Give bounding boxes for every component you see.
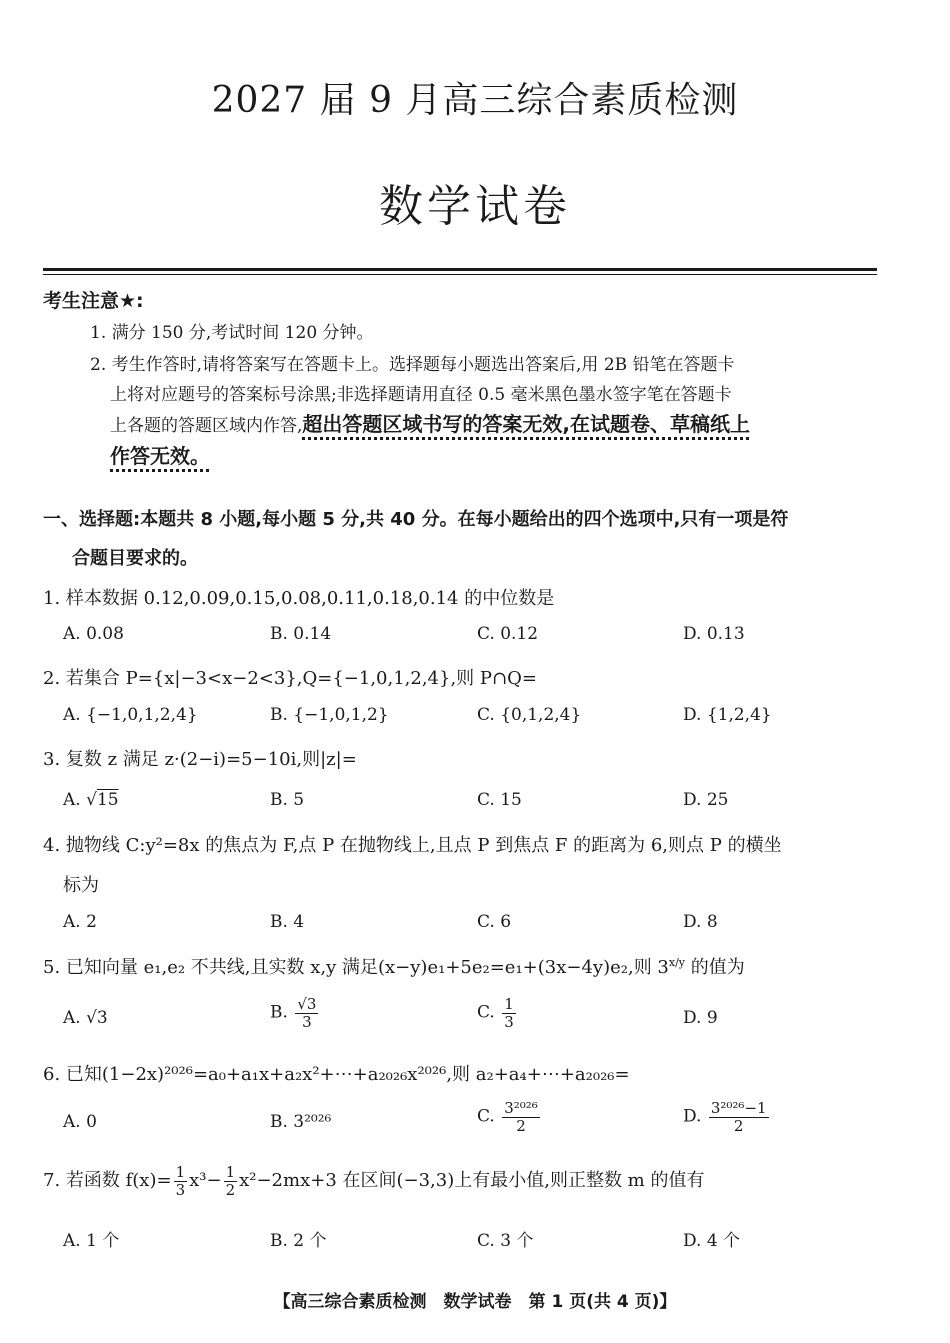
notice-emphasis-line-4: 作答无效。: [110, 444, 210, 468]
notice-item-2-line-2: 上将对应题号的答案标号涂黑;非选择题请用直径 0.5 毫米黑色墨水签字笔在答题卡: [110, 385, 732, 405]
fraction-numerator: √3: [297, 995, 317, 1013]
question-2-stem: 2. 若集合 P={x|−3<x−2<3},Q={−1,0,1,2,4},则 P∩Q=: [43, 668, 537, 689]
q1-option-d: D. 0.13: [683, 624, 745, 644]
q6-option-d-label: D.: [683, 1106, 707, 1127]
section-1-heading-cont: 合题目要求的。: [72, 548, 198, 569]
q1-option-c: C. 0.12: [477, 624, 539, 644]
fraction-denominator: 2: [733, 1116, 744, 1135]
section-1-heading: 一、选择题:本题共 8 小题,每小题 5 分,共 40 分。在每小题给出的四个选项中,只有一项是符: [43, 509, 789, 530]
fraction-numerator: 3²⁰²⁶−1: [710, 1099, 767, 1117]
q4-option-b: B. 4: [270, 912, 305, 932]
q6-option-d: [683, 1100, 771, 1134]
q4-option-d: D. 8: [683, 912, 718, 932]
q2-option-b: B. {−1,0,1,2}: [270, 705, 389, 725]
question-3-stem: 3. 复数 z 满足 z·(2−i)=5−10i,则|z|=: [43, 749, 357, 770]
q5-stem-end: 的值为: [685, 957, 745, 978]
q6-option-d-fraction: [709, 1100, 769, 1134]
q2-option-a: A. {−1,0,1,2,4}: [63, 705, 198, 725]
q1-option-a: A. 0.08: [63, 624, 124, 644]
sqrt-icon: √: [86, 790, 97, 810]
q5-exponent: x/y: [668, 956, 685, 969]
notice-plain-text: 上各题的答题区域内作答,: [110, 416, 303, 436]
q2-option-c: C. {0,1,2,4}: [477, 705, 582, 725]
q7-stem-mid: x³−: [189, 1170, 222, 1191]
q3-option-d: D. 25: [683, 790, 729, 810]
notice-item-2-line-1: 2. 考生作答时,请将答案写在答题卡上。选择题每小题选出答案后,用 2B 铅笔在答题卡: [90, 355, 735, 375]
question-5-stem: [43, 953, 745, 979]
question-4-stem-cont: 标为: [63, 875, 99, 896]
fraction-denominator: 3: [504, 1012, 514, 1031]
q7-option-a: A. 1 个: [63, 1231, 120, 1251]
fraction-numerator: 1: [504, 995, 514, 1013]
q1-option-b: B. 0.14: [270, 624, 332, 644]
q6-option-a: A. 0: [63, 1112, 97, 1132]
fraction-denominator: 2: [225, 1180, 236, 1199]
q7-stem-text: 7. 若函数 f(x)=: [43, 1170, 172, 1191]
q3-option-a-label: A.: [63, 790, 87, 810]
q5-option-d: D. 9: [683, 1008, 718, 1028]
q7-option-c: C. 3 个: [477, 1231, 534, 1251]
question-1-stem: 1. 样本数据 0.12,0.09,0.15,0.08,0.11,0.18,0.14 的中位数是: [43, 588, 555, 609]
q5-option-c-label: C.: [477, 1002, 501, 1023]
fraction-denominator: 3: [302, 1012, 312, 1031]
q7-option-b: B. 2 个: [270, 1231, 327, 1251]
page-footer: 【高三综合素质检测 数学试卷 第 1 页(共 4 页)】: [273, 1292, 677, 1312]
exam-subject: 数学试卷: [379, 181, 571, 232]
question-6-stem: 6. 已知(1−2x)²⁰²⁶=a₀+a₁x+a₂x²+⋯+a₂₀₂₆x²⁰²⁶,则 a₂+a₄+⋯+a₂₀₂₆=: [43, 1064, 630, 1085]
notice-item-1: 1. 满分 150 分,考试时间 120 分钟。: [90, 323, 374, 343]
q5-option-b-label: B.: [270, 1002, 294, 1023]
q3-option-a-radicand: 15: [96, 790, 119, 810]
q3-option-c: C. 15: [477, 790, 522, 810]
notice-heading: 考生注意★:: [43, 290, 144, 312]
fraction-numerator: 1: [225, 1163, 236, 1181]
notice-item-2-line-3: [110, 408, 750, 437]
header-rule-thick: [43, 268, 877, 271]
header-rule-thin: [43, 274, 877, 275]
q6-option-c-fraction: [502, 1100, 540, 1134]
q5-stem-text: 5. 已知向量 e₁,e₂ 不共线,且实数 x,y 满足(x−y)e₁+5e₂=e₁+(3x−4y)e₂,则 3: [43, 957, 669, 978]
q5-option-a: A. √3: [63, 1008, 108, 1028]
q6-option-c: [477, 1100, 542, 1134]
q7-fraction-2: [224, 1164, 238, 1198]
q5-option-c-fraction: [502, 996, 516, 1030]
fraction-denominator: 3: [175, 1180, 186, 1199]
question-7-stem: [43, 1164, 704, 1198]
q7-option-d: D. 4 个: [683, 1231, 741, 1251]
fraction-denominator: 2: [516, 1116, 526, 1135]
q5-option-b-fraction: [295, 996, 318, 1030]
q6-option-c-label: C.: [477, 1106, 501, 1127]
q7-fraction-1: [174, 1164, 188, 1198]
q6-option-b: B. 3²⁰²⁶: [270, 1112, 332, 1132]
q3-option-a: [63, 790, 119, 810]
q2-option-d: D. {1,2,4}: [683, 705, 772, 725]
notice-emphasis-text: 超出答题区域书写的答案无效,在试题卷、草稿纸上: [302, 412, 751, 436]
q5-option-c: [477, 996, 518, 1030]
q4-option-a: A. 2: [63, 912, 97, 932]
question-4-stem: 4. 抛物线 C:y²=8x 的焦点为 F,点 P 在抛物线上,且点 P 到焦点 F 的距离为 6,则点 P 的横坐: [43, 835, 782, 856]
q5-option-b: [270, 996, 320, 1030]
q7-stem-end: x²−2mx+3 在区间(−3,3)上有最小值,则正整数 m 的值有: [239, 1170, 705, 1191]
fraction-numerator: 3²⁰²⁶: [504, 1099, 538, 1117]
q4-option-c: C. 6: [477, 912, 512, 932]
exam-title: 2027 届 9 月高三综合素质检测: [211, 80, 739, 121]
q3-option-b: B. 5: [270, 790, 305, 810]
fraction-numerator: 1: [175, 1163, 186, 1181]
